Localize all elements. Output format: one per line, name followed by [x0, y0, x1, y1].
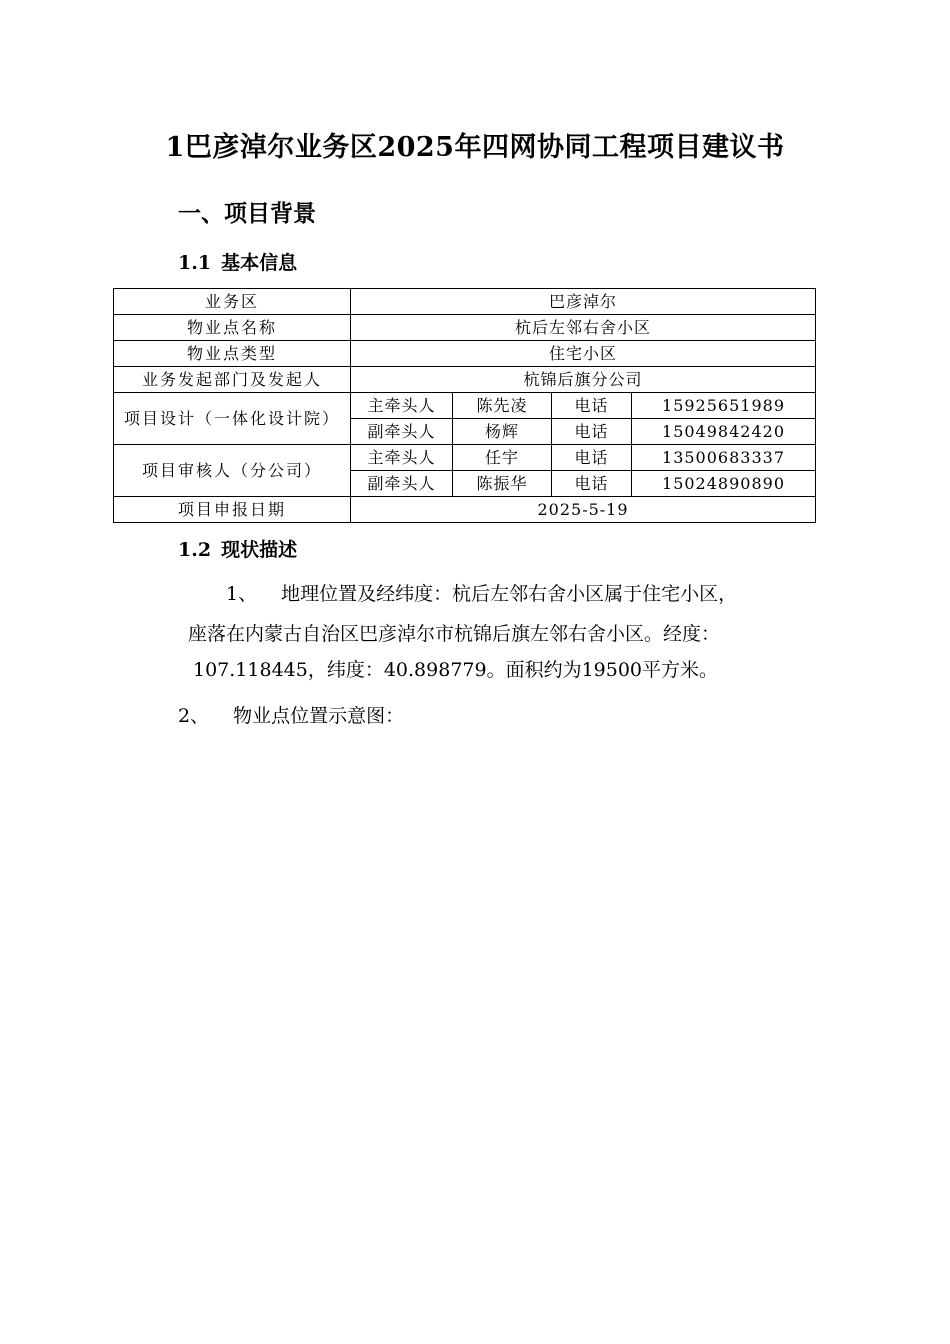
paragraph-text: 地理位置及经纬度：杭后左邻右舍小区属于住宅小区， — [281, 583, 738, 605]
table-row — [114, 367, 816, 393]
review-phone-label-main: 电话 — [552, 445, 632, 471]
property-name-value: 杭后左邻右舍小区 — [351, 315, 816, 341]
table-row — [114, 445, 816, 471]
design-role-deputy: 副牵头人 — [351, 419, 453, 445]
table-row — [114, 315, 816, 341]
design-phone-label-main: 电话 — [552, 393, 632, 419]
document-title: 1巴彦淖尔业务区2025年四网协同工程项目建议书 — [165, 132, 785, 163]
design-role-main: 主牵头人 — [351, 393, 453, 419]
paragraph-text: 物业点位置示意图： — [233, 705, 405, 727]
table-row — [114, 289, 816, 315]
design-phone-label-deputy: 电话 — [552, 419, 632, 445]
subsection-title: 基本信息 — [221, 252, 298, 274]
list-marker: 2、 — [178, 705, 210, 727]
design-phone-deputy: 15049842420 — [632, 419, 816, 445]
review-name-deputy: 陈振华 — [453, 471, 552, 497]
design-phone-main: 15925651989 — [632, 393, 816, 419]
basic-info-table — [113, 288, 816, 523]
paragraph-location-line1 — [226, 579, 737, 609]
subsection-title: 现状描述 — [221, 539, 298, 561]
table-row — [114, 393, 816, 419]
initiator-label: 业务发起部门及发起人 — [114, 367, 351, 393]
property-type-value: 住宅小区 — [351, 341, 816, 367]
subsection-heading-status — [178, 536, 297, 564]
report-date-label: 项目申报日期 — [114, 497, 351, 523]
property-name-label: 物业点名称 — [114, 315, 351, 341]
review-phone-main: 13500683337 — [632, 445, 816, 471]
review-role-main: 主牵头人 — [351, 445, 453, 471]
table-row — [114, 497, 816, 523]
report-date-value: 2025-5-19 — [351, 497, 816, 523]
review-role-deputy: 副牵头人 — [351, 471, 453, 497]
subsection-number: 1.1 — [178, 252, 212, 274]
review-phone-deputy: 15024890890 — [632, 471, 816, 497]
subsection-heading-basic-info — [178, 249, 297, 277]
paragraph-location-line3: 107.118445，纬度：40.898779。面积约为19500平方米。 — [193, 659, 719, 681]
business-area-label: 业务区 — [114, 289, 351, 315]
initiator-value: 杭锦后旗分公司 — [351, 367, 816, 393]
review-label: 项目审核人（分公司） — [114, 445, 351, 497]
review-phone-label-deputy: 电话 — [552, 471, 632, 497]
list-marker: 1、 — [226, 583, 258, 605]
design-label: 项目设计（一体化设计院） — [114, 393, 351, 445]
section-heading-project-background: 一、项目背景 — [178, 200, 316, 227]
design-name-main: 陈先凌 — [453, 393, 552, 419]
paragraph-location-diagram — [178, 701, 404, 731]
table-row — [114, 341, 816, 367]
design-name-deputy: 杨辉 — [453, 419, 552, 445]
subsection-number: 1.2 — [178, 539, 212, 561]
paragraph-location-line2: 座落在内蒙古自治区巴彦淖尔市杭锦后旗左邻右舍小区。经度： — [188, 623, 721, 645]
review-name-main: 任宇 — [453, 445, 552, 471]
property-type-label: 物业点类型 — [114, 341, 351, 367]
business-area-value: 巴彦淖尔 — [351, 289, 816, 315]
